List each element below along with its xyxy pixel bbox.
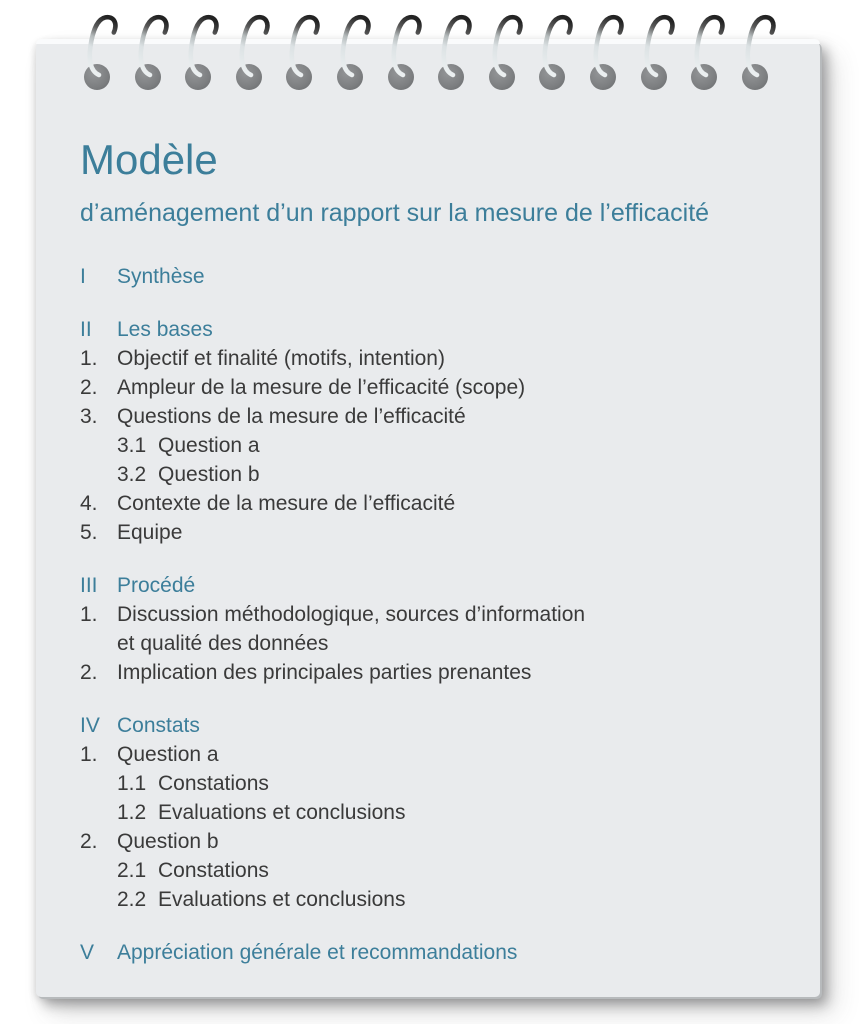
item-number: 5. — [80, 521, 98, 544]
item-number: 1.1 — [117, 772, 147, 795]
section-heading-synthese — [80, 262, 782, 291]
item-text: Equipe — [117, 521, 183, 544]
outline-item — [80, 600, 782, 658]
item-number: 3.2 — [117, 463, 147, 486]
outline-subitem — [117, 431, 782, 460]
section-title: Synthèse — [117, 265, 205, 288]
item-number: 2.1 — [117, 859, 147, 882]
outline-subitem — [117, 798, 782, 827]
spiral-ring-icon — [134, 12, 174, 94]
item-text-line2: et qualité des données — [117, 632, 329, 655]
notebook-page — [36, 39, 820, 997]
item-text: Constations — [158, 859, 269, 882]
section-title: Procédé — [117, 574, 196, 597]
item-text: Evaluations et conclusions — [158, 801, 406, 824]
item-text-line1: Discussion méthodologique, sources d’information — [117, 603, 586, 626]
outline-item — [80, 740, 782, 769]
outline-item — [80, 402, 782, 431]
outline-subitem — [117, 460, 782, 489]
outline-item — [80, 658, 782, 687]
spiral-ring-icon — [437, 12, 477, 94]
spiral-ring-icon — [184, 12, 224, 94]
outline-subitem — [117, 885, 782, 914]
outline-subitem — [117, 769, 782, 798]
spiral-ring-icon — [488, 12, 528, 94]
spiral-ring-icon — [336, 12, 376, 94]
item-text: Objectif et finalité (motifs, intention) — [117, 347, 445, 370]
spiral-ring-icon — [538, 12, 578, 94]
item-number: 4. — [80, 492, 98, 515]
outline-item — [80, 518, 782, 547]
item-text: Question b — [117, 830, 219, 853]
item-number: 1. — [80, 347, 98, 370]
item-text: Question b — [158, 463, 260, 486]
item-number: 1.2 — [117, 801, 147, 824]
item-number: 3.1 — [117, 434, 147, 457]
item-text: Contexte de la mesure de l’efficacité — [117, 492, 456, 515]
item-text — [117, 600, 585, 658]
outline-item — [80, 344, 782, 373]
outline-item — [80, 489, 782, 518]
page-title: Modèle — [80, 136, 218, 183]
section-title: Constats — [117, 714, 200, 737]
item-number: 1. — [80, 743, 98, 766]
page-subtitle: d’aménagement d’un rapport sur la mesure de l’efficacité — [80, 199, 710, 227]
item-number: 2. — [80, 661, 98, 684]
spiral-ring-icon — [285, 12, 325, 94]
section-numeral: V — [80, 941, 95, 964]
outline-subitem — [117, 856, 782, 885]
section-numeral: II — [80, 318, 92, 341]
item-text: Question a — [117, 743, 219, 766]
item-number: 2. — [80, 830, 98, 853]
item-text: Evaluations et conclusions — [158, 888, 406, 911]
spiral-ring-icon — [690, 12, 730, 94]
spiral-binding — [0, 12, 860, 94]
spiral-ring-icon — [387, 12, 427, 94]
spiral-ring-icon — [83, 12, 123, 94]
section-heading-appreciation — [80, 938, 782, 967]
outline-item — [80, 373, 782, 402]
spiral-ring-icon — [741, 12, 781, 94]
section-numeral: IV — [80, 714, 100, 737]
section-numeral: III — [80, 574, 98, 597]
section-title: Appréciation générale et recommandations — [117, 941, 518, 964]
item-number: 2. — [80, 376, 98, 399]
section-title: Les bases — [117, 318, 213, 341]
spiral-ring-icon — [640, 12, 680, 94]
section-numeral: I — [80, 265, 86, 288]
item-text: Implication des principales parties prenantes — [117, 661, 532, 684]
item-text: Ampleur de la mesure de l’efficacité (scope) — [117, 376, 526, 399]
section-heading-les-bases — [80, 315, 782, 344]
item-number: 2.2 — [117, 888, 147, 911]
spiral-ring-icon — [235, 12, 275, 94]
spiral-ring-icon — [589, 12, 629, 94]
item-text: Constations — [158, 772, 269, 795]
section-heading-constats — [80, 711, 782, 740]
outline-item — [80, 827, 782, 856]
item-text: Questions de la mesure de l’efficacité — [117, 405, 466, 428]
section-heading-procede — [80, 571, 782, 600]
item-number: 3. — [80, 405, 98, 428]
item-text: Question a — [158, 434, 260, 457]
report-outline — [80, 262, 782, 967]
item-number: 1. — [80, 603, 98, 626]
